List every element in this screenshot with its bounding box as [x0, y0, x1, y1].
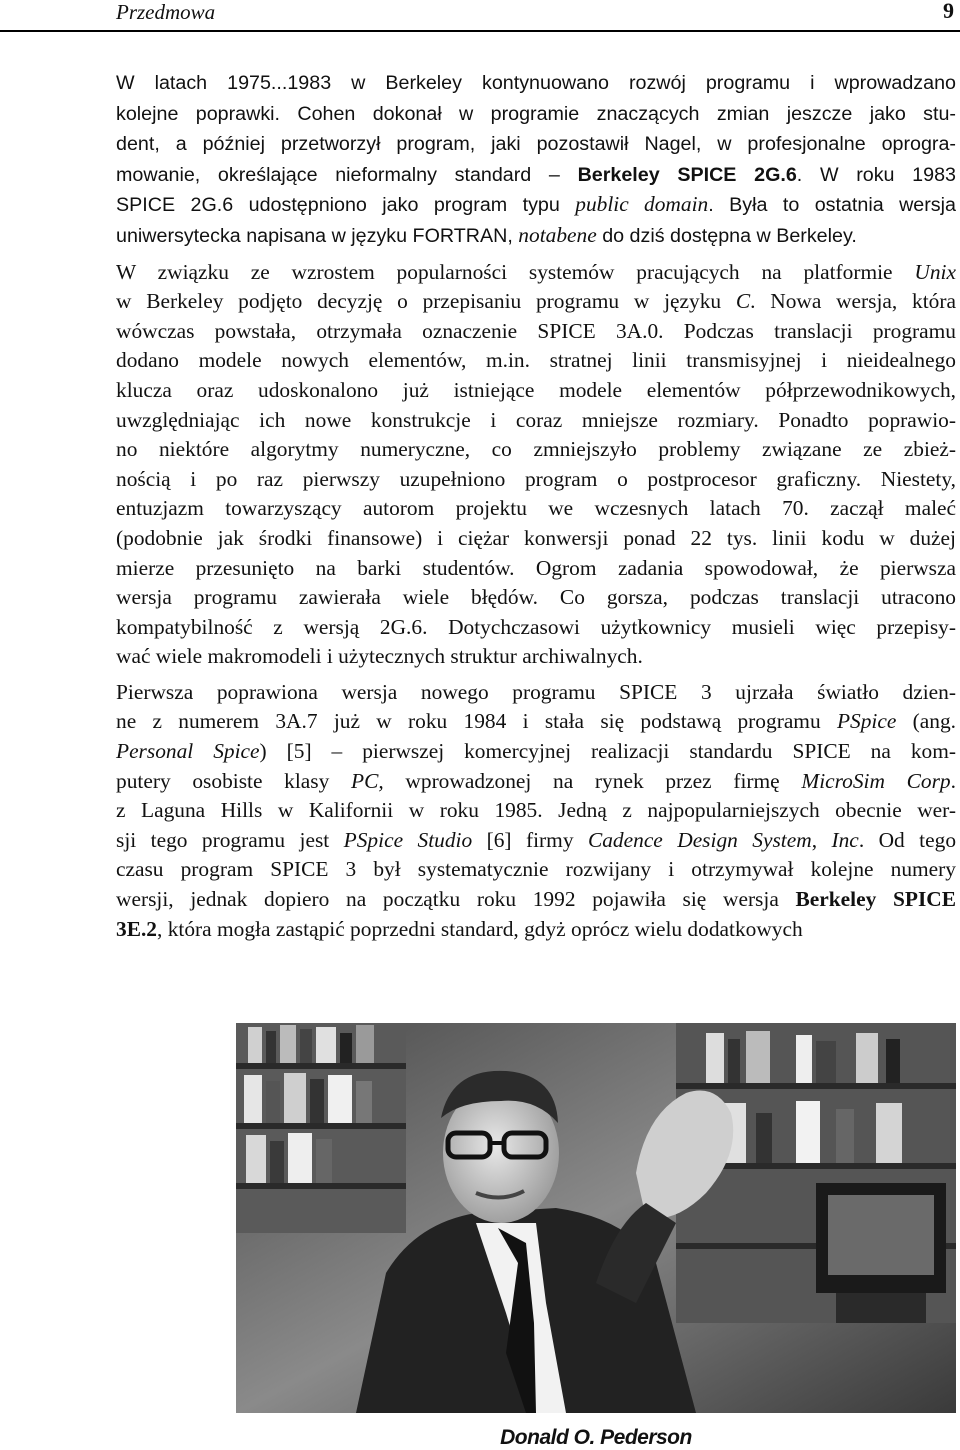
- text-line: [116, 613, 956, 643]
- text-run: sji tego programu jest: [116, 827, 344, 852]
- text-line: [116, 494, 956, 524]
- text-line: [116, 826, 956, 856]
- text-run: . Była to ostatnia wersja: [708, 194, 956, 217]
- text-line: [116, 707, 956, 737]
- text-line: [116, 406, 956, 436]
- text-run: . Nowa wersja, która: [750, 289, 956, 314]
- text-run: ,: [811, 827, 832, 852]
- text-line: [116, 376, 956, 406]
- text-run: W latach 1975...1983 w Berkeley kontynuowano rozwój programu i wprowadzano: [116, 72, 956, 94]
- text-run: PSpice Studio: [343, 827, 473, 852]
- text-run: Inc: [831, 827, 859, 852]
- text-run: PSpice: [836, 709, 897, 734]
- text-line: [116, 737, 956, 767]
- text-run: czasu program SPICE 3 był systematycznie rozwijany i otrzymywał kolejne numery: [116, 857, 956, 882]
- text-run: Unix: [914, 259, 956, 284]
- text-run: w Berkeley podjęto decyzję o przepisaniu programu w języku: [116, 289, 736, 314]
- paragraph: [116, 258, 956, 672]
- text-line: [116, 855, 956, 885]
- text-line: [116, 583, 956, 613]
- text-run: kompatybilność z wersją 2G.6. Dotychczasowi użytkownicy musieli więc przepisy-: [116, 614, 956, 639]
- text-run: ne z numerem 3A.7 już w roku 1984 i stała się podstawą programu: [116, 709, 837, 734]
- text-line: [116, 642, 956, 672]
- text-run: uwzględniając ich nowe konstrukcje i coraz mniejsze rozmiary. Ponadto poprawio-: [116, 407, 956, 432]
- text-line: [116, 554, 956, 584]
- text-run: (podobnie jak środki finansowe) i ciężar konwersji ponad 22 tys. linii kodu w dużej: [116, 525, 956, 550]
- text-run: do dziś dostępna w Berkeley.: [596, 224, 857, 247]
- text-run: PC,: [351, 768, 384, 793]
- text-run: 3E.2: [116, 916, 158, 941]
- portrait-photo: [236, 1023, 956, 1413]
- text-run: wprowadzonej na rynek przez firmę: [383, 768, 802, 793]
- section-title: Przedmowa: [116, 0, 216, 24]
- text-line: [116, 465, 956, 495]
- text-run: kolejne poprawki. Cohen dokonał w programie znaczących zmian jeszcze jako stu-: [116, 102, 956, 125]
- text-line: [116, 885, 956, 915]
- text-run: no niektóre algorytmy numeryczne, co zmniejszyło problemy związane ze zbież-: [116, 437, 956, 462]
- text-run: . W roku 1983: [796, 163, 956, 186]
- text-run: Berkeley SPICE 2G.6: [577, 163, 797, 186]
- text-run: Personal Spice: [116, 739, 260, 764]
- text-run: ) [5] – pierwszej komercyjnej realizacji standardu SPICE na kom-: [259, 739, 956, 764]
- text-run: wówczas powstała, otrzymała oznaczenie SPICE 3A.0. Podczas translacji programu: [116, 318, 956, 343]
- text-run: notabene: [518, 222, 597, 247]
- text-run: . Od tego: [858, 827, 957, 852]
- text-run: mierze przesunięto na barki studentów. Ogrom zadania spowodował, że pierwsza: [116, 555, 956, 580]
- text-line: [116, 68, 956, 99]
- page-number: 9: [943, 0, 954, 23]
- text-run: nością i po raz pierwszy uzupełniono program o postprocesor graficzny. Niestety,: [116, 466, 956, 491]
- text-run: dodano modele nowych elementów, m.in. stratnej linii transmisyjnej i nieidealnego: [116, 348, 956, 373]
- body-text: [116, 68, 956, 950]
- text-line: [116, 767, 956, 797]
- text-run: uniwersytecka napisana w języku FORTRAN,: [116, 224, 519, 247]
- text-run: W związku ze wzrostem popularności systemów pracujących na platformie: [116, 259, 915, 284]
- photo-caption: Donald O. Pederson: [500, 1426, 692, 1449]
- text-run: MicroSim Corp: [801, 768, 951, 793]
- text-run: C: [735, 289, 751, 314]
- text-line: [116, 678, 956, 708]
- paragraph: [116, 678, 956, 944]
- text-run: , która mogła zastąpić poprzedni standard, gdyż oprócz wielu dodatkowych: [157, 916, 803, 941]
- text-run: public domain: [575, 192, 709, 217]
- text-run: dent, a później przetworzył program, jaki pozostawił Nagel, w profesjonalne oprogra-: [116, 133, 956, 156]
- text-run: putery osobiste klasy: [116, 768, 352, 793]
- bookshelf: [236, 1023, 406, 1233]
- text-run: [6] firmy: [472, 827, 588, 852]
- text-line: [116, 99, 956, 130]
- text-line: [116, 129, 956, 160]
- portrait-illustration: [236, 1023, 956, 1413]
- text-line: [116, 796, 956, 826]
- text-line: [116, 346, 956, 376]
- text-run: klucza oraz udoskonalono już istniejące modele elementów półprzewodnikowych,: [116, 377, 956, 402]
- text-run: Pierwsza poprawiona wersja nowego programu SPICE 3 ujrzała światło dzien-: [116, 679, 956, 704]
- text-line: [116, 160, 956, 191]
- text-run: z Laguna Hills w Kalifornii w roku 1985. Jedną z najpopularniejszych obecnie wer-: [116, 798, 956, 823]
- text-run: Berkeley SPICE: [795, 887, 956, 912]
- text-line: [116, 524, 956, 554]
- header-rule: [0, 30, 960, 32]
- text-line: [116, 435, 956, 465]
- text-line: [116, 221, 956, 252]
- text-run: wersja programu zawierała wiele błędów. Co gorsza, podczas translacji utracono: [116, 585, 956, 610]
- text-run: entuzjazm towarzyszący autorom projektu we wczesnych latach 70. zaczął maleć: [116, 496, 956, 521]
- text-line: [116, 190, 956, 221]
- text-run: wać wiele makromodeli i użytecznych struktur archiwalnych.: [116, 644, 643, 669]
- text-line: [116, 287, 956, 317]
- text-run: Cadence Design System: [587, 827, 812, 852]
- text-run: (ang.: [896, 709, 956, 734]
- text-line: [116, 915, 956, 945]
- paragraph: [116, 68, 956, 252]
- text-run: wersji, jednak dopiero na początku roku 1992 pojawiła się wersja: [116, 887, 796, 912]
- text-line: [116, 317, 956, 347]
- text-run: SPICE 2G.6 udostępniono jako program typu: [116, 194, 576, 217]
- text-line: [116, 258, 956, 288]
- running-header: [0, 0, 960, 30]
- text-run: .: [950, 768, 956, 793]
- text-run: mowanie, określające nieformalny standard –: [116, 163, 578, 186]
